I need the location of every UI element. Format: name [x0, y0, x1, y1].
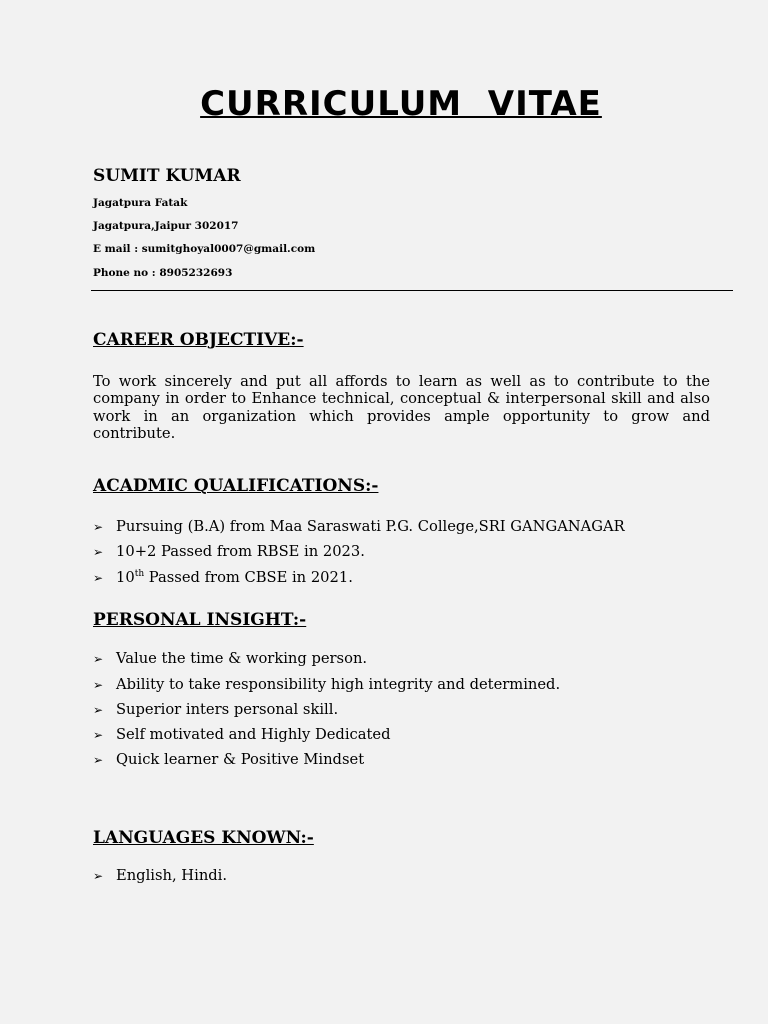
list-item [93, 701, 338, 719]
arrow-bullet-icon: ➢ [93, 869, 104, 883]
list-item-text: Passed from CBSE in 2021. [144, 569, 353, 586]
arrow-bullet-icon: ➢ [93, 652, 104, 666]
arrow-bullet-icon: ➢ [93, 753, 104, 767]
list-item [93, 518, 625, 536]
address-line-2: Jagatpura,Jaipur 302017 [93, 220, 239, 232]
list-item [93, 676, 560, 694]
arrow-bullet-icon: ➢ [93, 520, 104, 534]
list-item [93, 543, 365, 561]
list-item-text: 10+2 Passed from RBSE in 2023. [116, 543, 365, 560]
list-item-text: Pursuing (B.A) from Maa Saraswati P.G. College,SRI GANGANAGAR [116, 518, 625, 535]
list-item-text: English, Hindi. [116, 867, 228, 884]
career-objective-heading: CAREER OBJECTIVE:- [93, 330, 304, 350]
document-title: CURRICULUM VITAE [200, 84, 602, 124]
list-item [93, 867, 227, 885]
superscript-th: th [134, 569, 145, 580]
address-line-1: Jagatpura Fatak [93, 197, 188, 209]
list-item-text: Value the time & working person. [116, 650, 368, 667]
arrow-bullet-icon: ➢ [93, 678, 104, 692]
email-line: E mail : sumitghoyal0007@gmail.com [93, 243, 316, 255]
list-item-text: Quick learner & Positive Mindset [116, 751, 365, 768]
arrow-bullet-icon: ➢ [93, 545, 104, 559]
list-item [93, 751, 364, 769]
list-item-text: Self motivated and Highly Dedicated [116, 726, 391, 743]
arrow-bullet-icon: ➢ [93, 703, 104, 717]
list-item-text: Ability to take responsibility high integrity and determined. [116, 676, 561, 693]
arrow-bullet-icon: ➢ [93, 728, 104, 742]
list-item [93, 726, 391, 744]
list-item [93, 569, 353, 587]
list-item-text: Superior inters personal skill. [116, 701, 339, 718]
languages-heading: LANGUAGES KNOWN:- [93, 828, 314, 848]
personal-insight-heading: PERSONAL INSIGHT:- [93, 610, 307, 630]
arrow-bullet-icon: ➢ [93, 571, 104, 585]
academic-heading: ACADMIC QUALIFICATIONS:- [93, 476, 379, 496]
list-item-text: 10 [116, 569, 135, 586]
list-item [93, 650, 367, 668]
career-objective-text: To work sincerely and put all affords to learn as well as to contribute to the company in order to Enhance technical, conceptual & interpersonal skill and also work in an organization which provides ample opportunity to grow and contribute. [93, 373, 710, 443]
divider-line [91, 290, 733, 291]
candidate-name: SUMIT KUMAR [93, 166, 241, 186]
phone-line: Phone no : 8905232693 [93, 267, 233, 279]
